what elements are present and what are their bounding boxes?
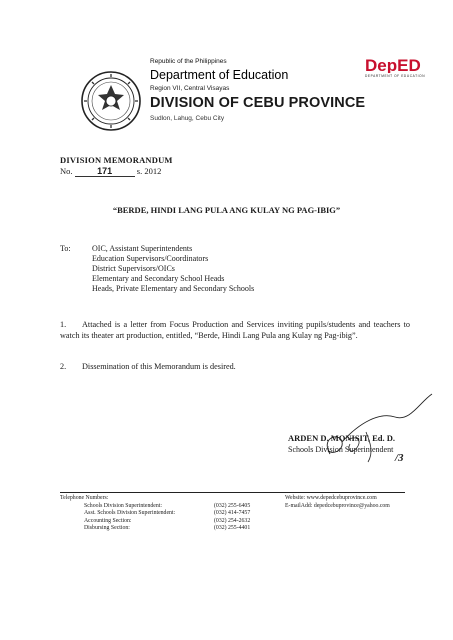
telephone-heading: Telephone Numbers: (60, 495, 109, 501)
website-link[interactable]: Website: www.depedcebuprovince.com (285, 495, 377, 501)
telephone-label: Accounting Section: (84, 517, 132, 524)
handwritten-signature-icon (270, 392, 440, 472)
deped-logo (365, 57, 437, 78)
letterhead (150, 58, 365, 122)
telephone-row (60, 510, 284, 518)
memo-number: 171 (75, 166, 135, 177)
telephone-label: Schools Division Superintendent: (84, 502, 162, 509)
recipient-item: District Supervisors/OICs (92, 264, 175, 273)
paragraph-1 (60, 320, 410, 341)
department-name: Department of Education (150, 68, 289, 82)
telephone-value: (032) 414-7457 (214, 510, 251, 517)
paragraph-text: Dissemination of this Memorandum is desired. (82, 362, 236, 371)
memo-no-label: No. (60, 166, 73, 176)
recipient-item: OIC, Assistant Superintendents (92, 244, 193, 253)
paragraph-number: 1. (60, 320, 67, 329)
telephone-row (60, 518, 284, 526)
recipient-item: Education Supervisors/Coordinators (92, 254, 209, 263)
republic-line: Republic of the Philippines (150, 58, 227, 65)
deped-seal-icon (80, 70, 142, 132)
telephone-value: (032) 254-2632 (214, 517, 251, 524)
division-name: DIVISION OF CEBU PROVINCE (150, 95, 366, 111)
to-label: To: (60, 244, 71, 253)
memo-series: s. 2012 (136, 166, 162, 176)
telephone-row (60, 503, 284, 511)
email-link[interactable]: E-mailAdd: depedcebuprovince@yahoo.com (285, 502, 390, 509)
recipient-item: Elementary and Secondary School Heads (92, 274, 225, 283)
telephone-value: (032) 255-4401 (214, 525, 251, 532)
address-line: Sudlon, Lahug, Cebu City (150, 115, 225, 122)
paragraph-text: Attached is a letter from Focus Production and Services inviting pupils/students and teachers to watch its theater art production, entitled, “Berde, Hindi Lang Pula ang Kulay ng Pag-ibig”. (60, 320, 410, 340)
signatory-title: Schools Division Superintendent (288, 445, 394, 454)
telephone-label: Disbursing Section: (84, 525, 130, 532)
recipient-item: Heads, Private Elementary and Secondary Schools (92, 284, 255, 293)
contact-info (285, 495, 390, 510)
footer-divider (60, 492, 405, 493)
region-line: Region VII, Central Visayas (150, 85, 230, 92)
memo-title: DIVISION MEMORANDUM (60, 155, 173, 165)
telephone-row (60, 525, 284, 533)
telephone-label: Asst. Schools Division Superintendent: (84, 510, 176, 517)
recipient-list (92, 244, 254, 294)
deped-wordmark-icon (365, 57, 437, 73)
paragraph-2 (60, 362, 236, 371)
handwritten-initials: /3 (395, 452, 404, 464)
deped-tagline: DEPARTMENT OF EDUCATION (365, 74, 426, 78)
memo-subject: “BERDE, HINDI LANG PULA ANG KULAY NG PAG-IBIG” (112, 205, 341, 215)
memo-number-line (60, 166, 161, 177)
deped-logo-brand: DepED (365, 57, 421, 73)
signatory-name: ARDEN D. MONISIT, Ed. D. (288, 433, 396, 443)
paragraph-number: 2. (60, 362, 67, 371)
telephone-value: (032) 255-6405 (214, 502, 251, 509)
telephone-numbers (60, 495, 284, 533)
